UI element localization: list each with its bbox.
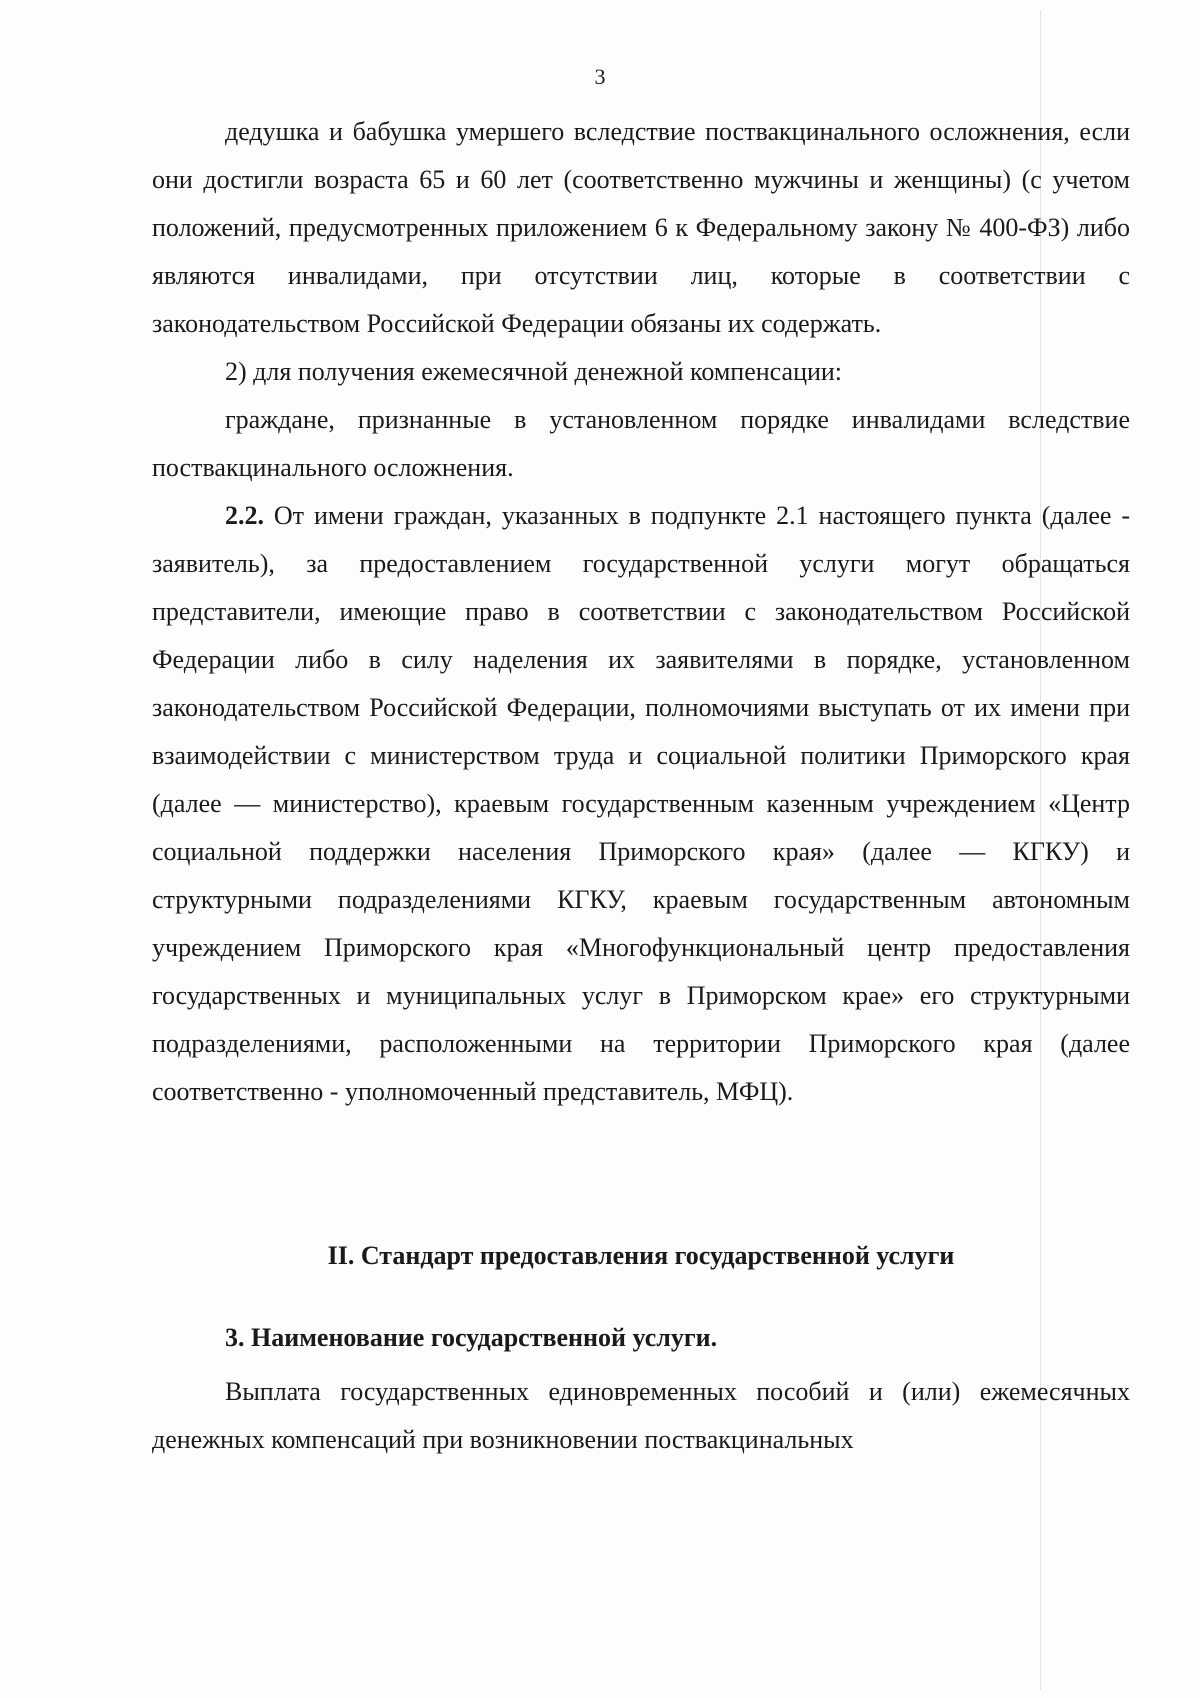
page-number: 3 (594, 64, 606, 89)
section-heading: II. Стандарт предоставления государственной услуги (327, 1241, 955, 1270)
paragraph-monthly-compensation: 2) для получения ежемесячной денежной компенсации: (225, 357, 843, 386)
body-text-bottom (152, 1368, 1130, 1464)
body-text-top (152, 108, 1130, 1116)
paragraph-relatives: дедушка и бабушка умершего вследствие поствакцинального осложнения, если они достигли возраста 65 и 60 лет (соответственно мужчины и женщины) (с учетом положений, предусмотренных приложением 6 к Федеральному закону № 400-ФЗ) либо являются инвалидами, при отсутствии лиц, которые в соответствии с законодательством Российской Федерации обязаны их содержать. (152, 117, 1130, 338)
paragraph-disabled-citizens: граждане, признанные в установленном порядке инвалидами вследствие поствакцинального осложнения. (152, 405, 1130, 482)
paragraph-2-2 (152, 492, 1130, 1116)
clause-text: От имени граждан, указанных в подпункте 2.1 настоящего пункта (далее - заявитель), за предоставлением государственной услуги могут обращаться представители, имеющие право в соответствии с законодательством Российской Федерации либо в силу наделения их заявителями в порядке, установленном законодательством Российской Федерации, полномочиями выступать от их имени при взаимодействии с министерством труда и социальной политики Приморского края (далее — министерство), краевым государственным казенным учреждением «Центр социальной поддержки населения Приморского края» (далее — КГКУ) и структурными подразделениями КГКУ, краевым государственным автономным учреждением Приморского края «Многофункциональный центр предоставления государственных и муниципальных услуг в Приморском крае» его структурными подразделениями, расположенными на территории Приморского края (далее соответственно - уполномоченный представитель, МФЦ). (152, 501, 1130, 1106)
paragraph-service-name: Выплата государственных единовременных пособий и (или) ежемесячных денежных компенсаций при возникновении поствакцинальных (152, 1377, 1130, 1454)
subsection-heading: 3. Наименование государственной услуги. (225, 1323, 718, 1352)
clause-number: 2.2. (225, 501, 264, 530)
